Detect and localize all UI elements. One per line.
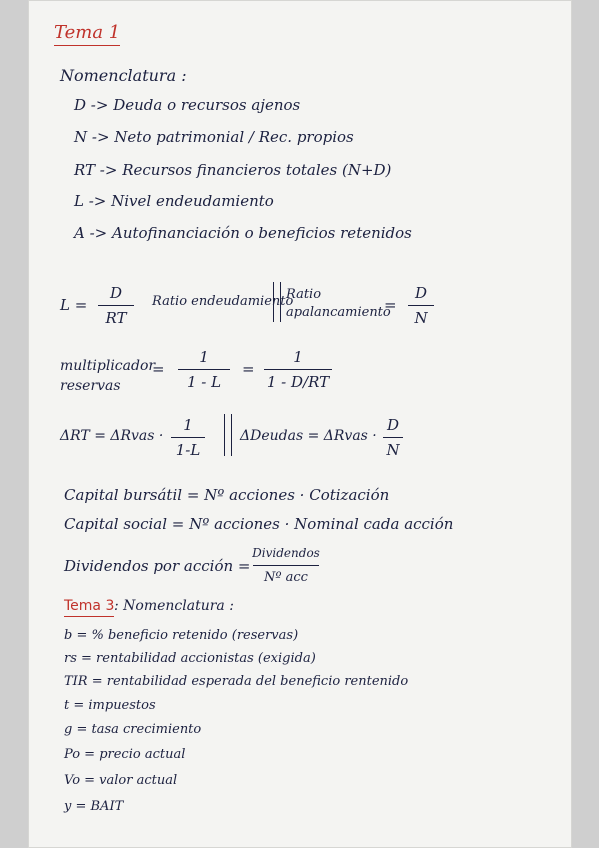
ratio-apalancamiento-label xyxy=(286,286,391,322)
multiplicador-label xyxy=(60,356,155,396)
list-item-vo: Vo = valor actual xyxy=(64,773,178,788)
dividendos-label: Dividendos por acción = xyxy=(64,557,251,575)
dividendos-den: Nº acc xyxy=(264,570,308,586)
list-item-d: D -> Deuda o recursos ajenos xyxy=(74,96,301,114)
delta-deudas-fraction xyxy=(380,416,406,459)
ratio-equals: = xyxy=(384,296,397,314)
delta-rt-lhs: ΔRT = ΔRvas · xyxy=(60,428,164,444)
ratio2-denominator: N xyxy=(414,309,428,328)
list-item-rs: rs = rentabilidad accionistas (exigida) xyxy=(64,651,316,666)
tema1-title: Tema 1 xyxy=(54,22,120,46)
dividendos-num: Dividendos xyxy=(252,546,320,560)
ratio-denominator: RT xyxy=(105,309,127,328)
delta-deudas-den: N xyxy=(386,441,400,460)
multiplicador-num2: 1 xyxy=(293,348,303,366)
list-item-rt: RT -> Recursos financieros totales (N+D) xyxy=(74,161,392,179)
notebook-page xyxy=(28,0,572,848)
ratio-numerator: D xyxy=(109,284,123,302)
double-bar-divider xyxy=(273,282,281,322)
multiplicador-line1: multiplicador xyxy=(60,358,156,374)
delta-rt-den: 1-L xyxy=(175,441,201,460)
ratio-fraction xyxy=(94,284,138,327)
list-item-a: A -> Autofinanciación o beneficios retenidos xyxy=(74,224,412,242)
fraction-bar xyxy=(98,305,134,306)
fraction-bar xyxy=(383,437,403,438)
tema3-title: Tema 3 xyxy=(64,598,114,617)
list-item-t: t = impuestos xyxy=(64,698,156,713)
list-item-po: Po = precio actual xyxy=(64,747,186,762)
multiplicador-den1: 1 - L xyxy=(186,373,222,392)
ratio-label: Ratio endeudamiento xyxy=(152,294,294,309)
dividendos-fraction xyxy=(250,544,322,587)
fraction-bar xyxy=(264,369,332,370)
multiplicador-num1: 1 xyxy=(199,348,209,366)
delta-deudas-expr: ΔDeudas = ΔRvas · xyxy=(240,428,377,444)
multiplicador-den2: 1 - D/RT xyxy=(266,373,330,392)
capital-social: Capital social = Nº acciones · Nominal cada acción xyxy=(64,515,454,533)
list-item-y: y = BAIT xyxy=(64,799,124,814)
fraction-bar xyxy=(408,305,434,306)
list-item-b: b = % beneficio retenido (reservas) xyxy=(64,628,299,643)
list-item-g: g = tasa crecimiento xyxy=(64,722,202,737)
ratio-label2-line1: Ratio xyxy=(286,287,322,302)
ratio-label2-line2: apalancamiento xyxy=(286,305,391,320)
fraction-bar xyxy=(253,565,319,566)
tema3-heading: : Nomenclatura : xyxy=(114,598,234,614)
list-item-l: L -> Nivel endeudamiento xyxy=(74,192,274,210)
multiplicador-fraction1 xyxy=(174,348,234,391)
delta-rt-num: 1 xyxy=(183,416,193,434)
double-bar-divider xyxy=(224,414,232,456)
multiplicador-line2: reservas xyxy=(60,378,121,394)
multiplicador-fraction2 xyxy=(260,348,336,391)
capital-bursatil: Capital bursátil = Nº acciones · Cotización xyxy=(64,486,390,504)
delta-rt-fraction xyxy=(168,416,208,459)
multiplicador-equals2: = xyxy=(242,360,255,378)
ratio2-fraction xyxy=(406,284,436,327)
fraction-bar xyxy=(171,437,205,438)
tema1-nomenclatura-heading: Nomenclatura : xyxy=(60,66,187,85)
ratio-lhs: L = xyxy=(60,296,88,314)
delta-deudas-num: D xyxy=(386,416,400,434)
fraction-bar xyxy=(178,369,230,370)
multiplicador-equals1: = xyxy=(152,360,165,378)
list-item-n: N -> Neto patrimonial / Rec. propios xyxy=(74,128,354,146)
list-item-tir: TIR = rentabilidad esperada del beneficio rentenido xyxy=(64,674,409,689)
ratio2-numerator: D xyxy=(414,284,428,302)
